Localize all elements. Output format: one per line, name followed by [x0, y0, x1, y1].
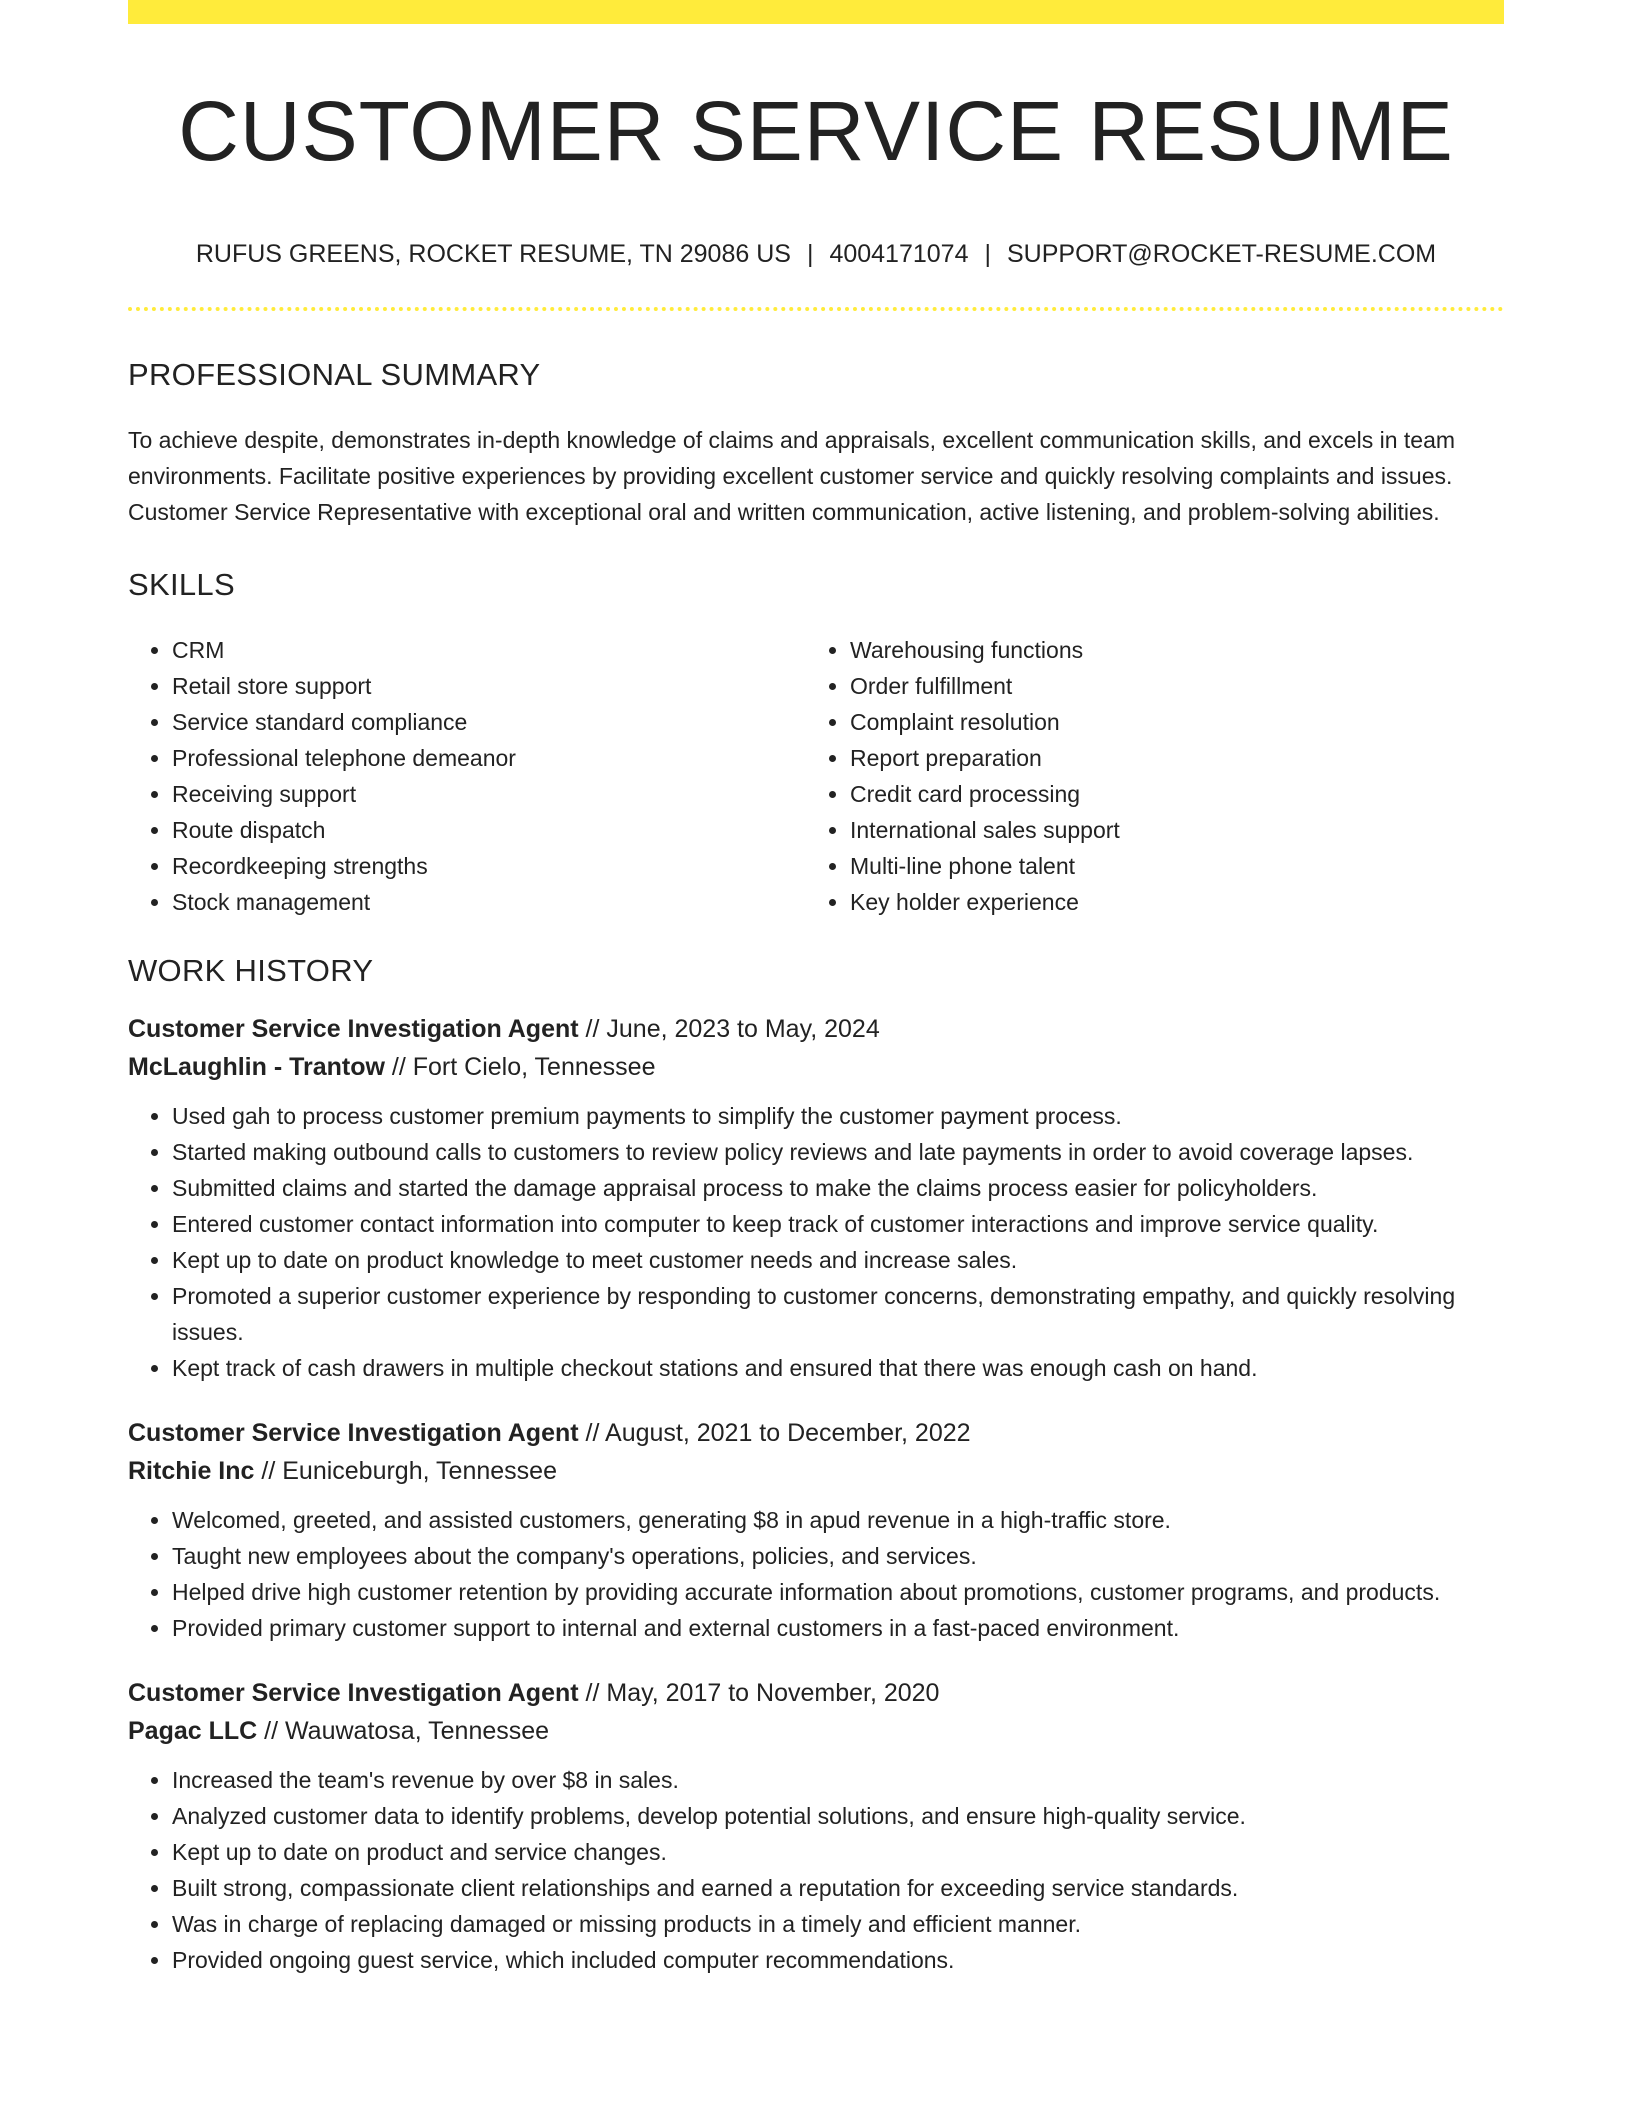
- job-location: Fort Cielo, Tennessee: [412, 1053, 656, 1081]
- contact-line: [128, 236, 1504, 272]
- skill-item: • CRM: [172, 632, 806, 668]
- contact-separator: |: [984, 240, 991, 268]
- section-heading-summary: PROFESSIONAL SUMMARY: [128, 357, 541, 392]
- job-bullet: • Entered customer contact information into computer to keep track of customer interactions and improve service quality.: [172, 1206, 1504, 1242]
- contact-phone: 4004171074: [829, 240, 969, 268]
- job-bullet: • Used gah to process customer premium payments to simplify the customer payment process.: [172, 1098, 1504, 1134]
- job-bullet: • Taught new employees about the company's operations, policies, and services.: [172, 1538, 1504, 1574]
- separator: //: [261, 1457, 276, 1485]
- skill-item: • Route dispatch: [172, 812, 806, 848]
- job-dates: June, 2023 to May, 2024: [606, 1015, 880, 1043]
- contact-address: RUFUS GREENS, ROCKET RESUME, TN 29086 US: [195, 240, 791, 268]
- summary-text: To achieve despite, demonstrates in-depth knowledge of claims and appraisals, excellent communication skills, and excels in team environments. Facilitate positive experiences by providing excellent customer service and quickly resolving complaints and issues. Customer Service Representative with exceptional oral and written communication, active listening, and problem-solving abilities.: [128, 427, 1456, 525]
- resume-content: [128, 350, 1504, 2006]
- job-title-line: [128, 1414, 1504, 1452]
- job-location: Wauwatosa, Tennessee: [285, 1717, 550, 1745]
- skill-item: • Receiving support: [172, 776, 806, 812]
- job-bullets: [128, 1762, 1504, 1978]
- job-bullet: • Increased the team's revenue by over $8 in sales.: [172, 1762, 1504, 1798]
- separator: //: [264, 1717, 279, 1745]
- job-title-line: [128, 1010, 1504, 1048]
- job-bullet: • Analyzed customer data to identify problems, develop potential solutions, and ensure high-quality service.: [172, 1798, 1504, 1834]
- job-bullets: [128, 1502, 1504, 1646]
- job-company: Ritchie Inc: [128, 1457, 255, 1485]
- job-bullet: • Welcomed, greeted, and assisted customers, generating $8 in apud revenue in a high-traffic store.: [172, 1502, 1504, 1538]
- section-heading-work-history: WORK HISTORY: [128, 953, 374, 988]
- job-entry: [128, 1010, 1504, 1386]
- job-bullet: • Started making outbound calls to customers to review policy reviews and late payments in order to avoid coverage lapses.: [172, 1134, 1504, 1170]
- skills-section: [128, 560, 1504, 920]
- job-entry: [128, 1414, 1504, 1646]
- resume-page: [128, 0, 1504, 2112]
- skill-item: • Order fulfillment: [850, 668, 1484, 704]
- job-bullets: [128, 1098, 1504, 1386]
- separator: //: [585, 1015, 600, 1043]
- job-title-line: [128, 1674, 1504, 1712]
- job-bullet: • Provided primary customer support to internal and external customers in a fast-paced environment.: [172, 1610, 1504, 1646]
- job-bullet: • Built strong, compassionate client relationships and earned a reputation for exceeding service standards.: [172, 1870, 1504, 1906]
- separator: //: [585, 1679, 600, 1707]
- professional-summary-section: [128, 350, 1504, 530]
- resume-title: CUSTOMER SERVICE RESUME: [178, 84, 1454, 178]
- skill-item: • Complaint resolution: [850, 704, 1484, 740]
- job-location: Euniceburgh, Tennessee: [282, 1457, 557, 1485]
- separator: //: [585, 1419, 600, 1447]
- job-title: Customer Service Investigation Agent: [128, 1015, 579, 1043]
- job-company-line: [128, 1712, 1504, 1750]
- job-bullet: • Kept up to date on product knowledge to meet customer needs and increase sales.: [172, 1242, 1504, 1278]
- skill-item: • Service standard compliance: [172, 704, 806, 740]
- job-title: Customer Service Investigation Agent: [128, 1679, 579, 1707]
- job-bullet: • Was in charge of replacing damaged or missing products in a timely and efficient manner.: [172, 1906, 1504, 1942]
- job-dates: August, 2021 to December, 2022: [605, 1419, 971, 1447]
- job-company: Pagac LLC: [128, 1717, 258, 1745]
- job-bullet: • Provided ongoing guest service, which included computer recommendations.: [172, 1942, 1504, 1978]
- skill-item: • Report preparation: [850, 740, 1484, 776]
- job-bullet: • Kept track of cash drawers in multiple checkout stations and ensured that there was enough cash on hand.: [172, 1350, 1504, 1386]
- skill-item: • International sales support: [850, 812, 1484, 848]
- skill-item: • Warehousing functions: [850, 632, 1484, 668]
- job-bullet: • Helped drive high customer retention by providing accurate information about promotions, customer programs, and products.: [172, 1574, 1504, 1610]
- skill-item: • Key holder experience: [850, 884, 1484, 920]
- job-company-line: [128, 1452, 1504, 1490]
- skills-list-left: [128, 632, 806, 920]
- separator: //: [391, 1053, 406, 1081]
- skill-item: • Multi-line phone talent: [850, 848, 1484, 884]
- job-title: Customer Service Investigation Agent: [128, 1419, 579, 1447]
- skill-item: • Credit card processing: [850, 776, 1484, 812]
- job-bullet: • Kept up to date on product and service changes.: [172, 1834, 1504, 1870]
- job-dates: May, 2017 to November, 2020: [606, 1679, 940, 1707]
- skill-item: • Recordkeeping strengths: [172, 848, 806, 884]
- section-heading-skills: SKILLS: [128, 567, 235, 602]
- top-accent-bar: [128, 0, 1504, 24]
- job-company-line: [128, 1048, 1504, 1086]
- work-history-section: [128, 946, 1504, 1978]
- header-divider: [128, 307, 1504, 311]
- contact-separator: |: [806, 240, 814, 268]
- skill-item: • Stock management: [172, 884, 806, 920]
- job-entry: [128, 1674, 1504, 1978]
- job-company: McLaughlin - Trantow: [128, 1053, 385, 1081]
- skill-item: • Retail store support: [172, 668, 806, 704]
- skills-list-right: [806, 632, 1484, 920]
- job-bullet: • Promoted a superior customer experience by responding to customer concerns, demonstrating empathy, and quickly resolving issues.: [172, 1278, 1504, 1350]
- contact-email: SUPPORT@ROCKET-RESUME.COM: [1006, 240, 1437, 268]
- skills-columns: [128, 632, 1504, 920]
- job-bullet: • Submitted claims and started the damage appraisal process to make the claims process easier for policyholders.: [172, 1170, 1504, 1206]
- skill-item: • Professional telephone demeanor: [172, 740, 806, 776]
